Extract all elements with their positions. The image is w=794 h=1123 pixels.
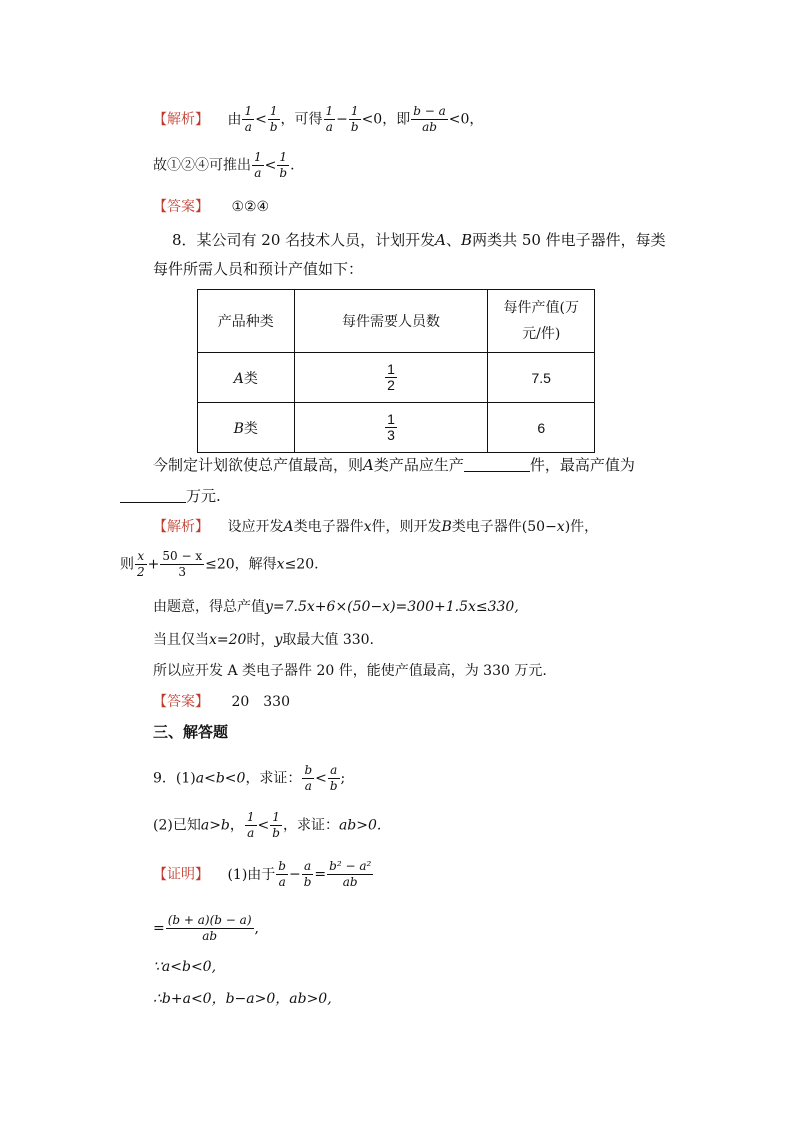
text: B xyxy=(441,519,452,535)
text: a>b xyxy=(200,817,230,834)
text: 每件所需人员和预计产值如下： xyxy=(153,260,364,278)
text: 时， xyxy=(246,632,275,648)
fraction: $\frac{\text{b² − a²}}{ab}$ xyxy=(329,859,372,889)
table-cell xyxy=(294,403,488,453)
q8-ask-line-2 xyxy=(120,488,221,504)
fraction: $\frac{1}{a}$ xyxy=(246,810,255,840)
fraction: $\frac{b}{a}$ xyxy=(304,763,313,793)
header-line: 元/件) xyxy=(522,326,561,342)
header-line: 每件产值(万 xyxy=(503,300,579,316)
text: x=20 xyxy=(209,632,247,648)
text: − xyxy=(336,111,348,128)
product-table xyxy=(197,289,595,453)
analysis-2-line-3 xyxy=(153,600,519,614)
answer-blank[interactable] xyxy=(120,488,186,503)
answer-text: 20 330 xyxy=(231,694,290,710)
text: a<b<0 xyxy=(195,770,246,787)
table-header-cell xyxy=(488,290,595,353)
text: , xyxy=(254,920,259,937)
text: − xyxy=(288,866,301,883)
text: (1)由于 xyxy=(227,866,276,883)
fraction: $\frac{50 - x}{3}$ xyxy=(162,549,203,579)
table-row xyxy=(198,353,595,403)
table-cell xyxy=(294,353,488,403)
table-header-row xyxy=(198,290,595,353)
text: 取最大值 330. xyxy=(282,632,374,648)
table-row xyxy=(198,403,595,453)
fraction: $\frac{1}{b}$ xyxy=(350,104,359,134)
fraction: $\frac{(b + a)(b - a)}{ab}$ xyxy=(167,913,252,943)
q8-line-2 xyxy=(153,262,363,277)
fraction: $\frac{1}{3}$ xyxy=(387,411,395,443)
fraction: $\frac{b - a}{ab}$ xyxy=(413,104,446,134)
fraction: $\frac{1}{b}$ xyxy=(272,810,280,840)
text: = xyxy=(314,866,327,883)
fraction: $\frac{a}{b}$ xyxy=(329,763,338,793)
table-cell: B类 xyxy=(198,403,295,453)
text: A xyxy=(435,231,447,249)
text: < xyxy=(257,817,270,834)
text: < xyxy=(264,157,277,174)
text: x xyxy=(556,519,565,535)
text: 9．(1) xyxy=(153,770,196,787)
text: 件，则开发 xyxy=(371,519,442,535)
text: <0，即 xyxy=(361,111,411,128)
text: x xyxy=(276,556,285,573)
analysis-2-line-2 xyxy=(120,549,319,580)
fraction: $\frac{1}{b}$ xyxy=(279,150,288,180)
text: A xyxy=(363,456,374,474)
text: < xyxy=(315,770,327,787)
text: ; xyxy=(340,770,346,787)
text: + xyxy=(147,556,160,573)
text: 当且仅当 xyxy=(153,632,209,648)
proof-line-3: ∵a<b<0, xyxy=(153,959,217,975)
text: ，求证： xyxy=(282,817,339,834)
text: 由 xyxy=(227,111,242,128)
text: 万元. xyxy=(186,487,221,505)
text: 今制定计划欲使总产值最高，则 xyxy=(153,456,364,474)
table-cell: 7.5 xyxy=(488,353,595,403)
text: 8．某公司有 20 名技术人员，计划开发 xyxy=(172,231,436,249)
text: B xyxy=(461,231,473,249)
answer-tag: 【 答案 】 xyxy=(153,199,209,215)
q9-part-2 xyxy=(153,810,381,841)
section-heading: 三、解答题 xyxy=(153,723,229,741)
table-header-cell: 产品种类 xyxy=(198,290,295,353)
text: ，求证： xyxy=(245,770,302,787)
answer-blank[interactable] xyxy=(464,457,530,472)
table-header-cell: 每件需要人员数 xyxy=(294,290,488,353)
text: 类电子器件 xyxy=(293,519,364,535)
q9-part-1 xyxy=(153,763,345,794)
therefore-line xyxy=(153,150,295,181)
analysis-2-line-1 xyxy=(153,520,598,534)
text: y xyxy=(274,632,283,648)
q8-line-1 xyxy=(172,233,666,248)
text: )件， xyxy=(564,519,599,535)
fraction: $\frac{1}{a}$ xyxy=(325,104,334,134)
analysis-tag: 【 解析 】 xyxy=(153,112,209,128)
fraction: $\frac{1}{a}$ xyxy=(244,104,253,134)
text: 所以应开发 A 类电子器件 20 件，能使产值最高，为 330 万元. xyxy=(153,663,547,679)
proof-line-1 xyxy=(153,859,374,890)
answer-2-line xyxy=(153,695,290,709)
text: ， xyxy=(229,817,244,834)
fraction: $\frac{x}{2}$ xyxy=(137,549,145,579)
text: ，可得 xyxy=(280,111,323,128)
analysis-2-line-5 xyxy=(153,664,547,678)
proof-tag: 【 证明 】 xyxy=(153,867,209,883)
fraction: $\frac{1}{2}$ xyxy=(387,361,395,393)
text: 两类共 50 件电子器件，每类 xyxy=(472,231,666,249)
fraction: $\frac{b}{a}$ xyxy=(278,859,286,889)
analysis-1-line xyxy=(153,104,483,135)
text: 则 xyxy=(120,556,134,573)
answer-tag: 【 答案 】 xyxy=(153,694,209,710)
text: . xyxy=(290,157,295,174)
fraction: $\frac{a}{b}$ xyxy=(303,859,312,889)
text: 类电子器件(50 xyxy=(451,519,546,535)
text: < xyxy=(255,111,267,128)
analysis-tag: 【 解析 】 xyxy=(153,519,209,535)
answer-1-line xyxy=(153,200,269,214)
text: 类产品应生产 xyxy=(373,456,464,474)
answer-text: ①②④ xyxy=(231,199,270,215)
text: 由题意，得总产值 xyxy=(153,599,265,615)
text: 设应开发 xyxy=(227,519,284,535)
analysis-2-line-4 xyxy=(153,633,374,647)
text: x xyxy=(363,519,372,535)
proof-line-2 xyxy=(153,913,259,944)
text: ≤20，解得 xyxy=(205,556,277,573)
q8-ask-line-1 xyxy=(153,457,635,473)
table-cell: 6 xyxy=(488,403,595,453)
text: y=7.5x+6×(50−x)=300+1.5x≤330, xyxy=(265,599,519,615)
text: − xyxy=(545,519,557,535)
fraction: $\frac{1}{a}$ xyxy=(254,150,262,180)
proof-line-4: ∴b+a<0，b−a>0，ab>0, xyxy=(153,991,332,1007)
text: (2)已知 xyxy=(153,817,201,834)
text: 故①②④可推出 xyxy=(153,157,251,174)
text: ≤20. xyxy=(284,556,319,573)
text: 件，最高产值为 xyxy=(529,456,635,474)
text: = xyxy=(153,920,165,937)
text: ab>0. xyxy=(338,817,382,834)
text: A xyxy=(283,519,294,535)
fraction: $\frac{1}{b}$ xyxy=(269,104,278,134)
text: 、 xyxy=(446,231,462,249)
table-cell: A类 xyxy=(198,353,295,403)
text: <0， xyxy=(448,111,484,128)
